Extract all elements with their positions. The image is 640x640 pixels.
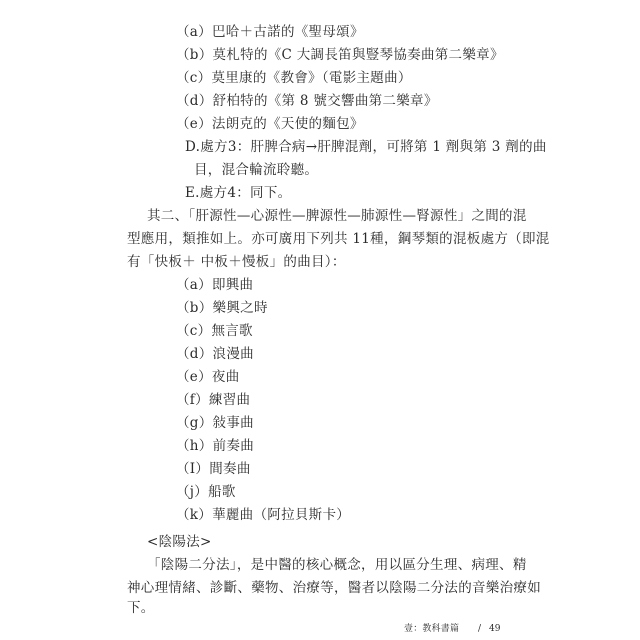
yinyang-line3: 下。	[127, 600, 155, 616]
page-footer	[0, 622, 640, 636]
list2-item-j: （j）船歌	[176, 484, 236, 500]
yinyang-line2: 神心理情緒、診斷、藥物、治療等，醫者以陰陽二分法的音樂治療如	[127, 580, 541, 596]
list1-item-a: （a）巴哈＋古諾的《聖母頌》	[176, 24, 364, 40]
list2-item-k: （k）華麗曲（阿拉貝斯卡）	[176, 507, 351, 523]
list2-item-b: （b）樂興之時	[176, 300, 268, 316]
list2-item-h: （h）前奏曲	[176, 438, 254, 454]
list2-item-g: （g）敍事曲	[176, 415, 254, 431]
prescription-d-line2: 目，混合輪流聆聽。	[194, 162, 319, 178]
footer-separator: /	[478, 624, 482, 634]
list1-item-c: （c）莫里康的《教會》（電影主題曲）	[176, 70, 412, 86]
list1-item-e: （e）法朗克的《天使的麵包》	[176, 116, 364, 132]
list1-item-b: （b）莫札特的《C 大調長笛與豎琴協奏曲第二樂章》	[176, 47, 504, 63]
yinyang-heading: <陰陽法>	[147, 534, 212, 550]
list1-item-d: （d）舒柏特的《第 8 號交響曲第二樂章》	[176, 93, 438, 109]
yinyang-line1: 「陰陽二分法」，是中醫的核心概念，用以區分生理、病理、精	[147, 557, 527, 573]
prescription-e: E.處方4：同下。	[185, 185, 292, 201]
list2-item-a: （a）即興曲	[176, 277, 254, 293]
list2-item-e: （e）夜曲	[176, 369, 240, 385]
list2-item-d: （d）浪漫曲	[176, 346, 254, 362]
para2-line3: 有「快板＋ 中板＋慢板」的曲目）：	[127, 254, 346, 270]
footer-section-title: 壹：教科書篇	[404, 624, 460, 634]
list2-item-c: （c）無言歌	[176, 323, 253, 339]
footer-page-number: 49	[489, 624, 501, 634]
prescription-d-line1: D.處方3：肝脾合病→肝脾混劑，可將第 1 劑與第 3 劑的曲	[185, 139, 547, 155]
list2-item-f: （f）練習曲	[176, 392, 251, 408]
para2-line1: 其二、「肝源性—心源性—脾源性—肺源性—腎源性」之間的混	[147, 208, 527, 224]
para2-line2: 型應用，類推如上。亦可廣用下列共 11種，鋼琴類的混板處方（即混	[127, 231, 550, 247]
list2-item-i: （I）間奏曲	[176, 461, 251, 477]
